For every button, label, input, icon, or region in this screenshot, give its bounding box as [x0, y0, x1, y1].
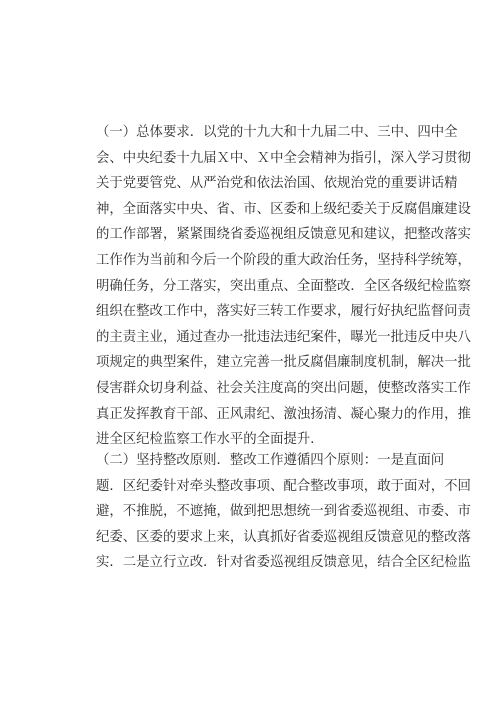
text-line: 侵害群众切身利益、社会关注度高的突出问题，使整改落实工作: [96, 380, 471, 396]
paragraph-rectification-principles: [96, 448, 471, 576]
text-line: 实．二是立行立改．针对省委巡视组反馈意见，结合全区纪检监: [96, 555, 471, 571]
text-line: 避，不推脱，不遮掩，做到把思想统一到省委巡视组、市委、市: [96, 504, 471, 520]
text-line: 项规定的典型案件，建立完善一批反腐倡廉制度机制，解决一批: [96, 355, 471, 371]
text-line: 组织在整改工作中，落实好三转工作要求，履行好执纪监督问责: [96, 304, 471, 320]
text-line: 真正发挥教育干部、正风肃纪、激浊扬清、凝心聚力的作用，推: [96, 406, 471, 422]
text-line: 题．区纪委针对牵头整改事项、配合整改事项，敢于面对，不回: [96, 478, 471, 494]
text-line: 纪委、区委的要求上来，认真抓好省委巡视组反馈意见的整改落: [96, 529, 471, 545]
paragraph-overall-requirements: [96, 120, 471, 453]
text-line: （二）坚持整改原则．整改工作遵循四个原则：一是直面问: [96, 453, 445, 468]
text-line: 会、中央纪委十九届Ｘ中、Ｘ中全会精神为指引，深入学习贯彻: [96, 150, 471, 166]
text-line: 神，全面落实中央、省、市、区委和上级纪委关于反腐倡廉建设: [96, 201, 471, 217]
text-line: （一）总体要求．以党的十九大和十九届二中、三中、四中全: [96, 125, 458, 140]
text-line: 明确任务，分工落实，突出重点、全面整改．全区各级纪检监察: [96, 278, 471, 294]
text-line: 关于党要管党、从严治党和依法治国、依规治党的重要讲话精: [96, 176, 458, 192]
text-line: 的主责主业，通过查办一批违法违纪案件，曝光一批违反中央八: [96, 329, 471, 345]
text-line: 的工作部署，紧紧围绕省委巡视组反馈意见和建议，把整改落实: [96, 227, 471, 243]
text-line: 进全区纪检监察工作水平的全面提升．: [96, 432, 324, 448]
text-line: 工作作为当前和今后一个阶段的重大政治任务，坚持科学统筹，: [96, 252, 471, 268]
